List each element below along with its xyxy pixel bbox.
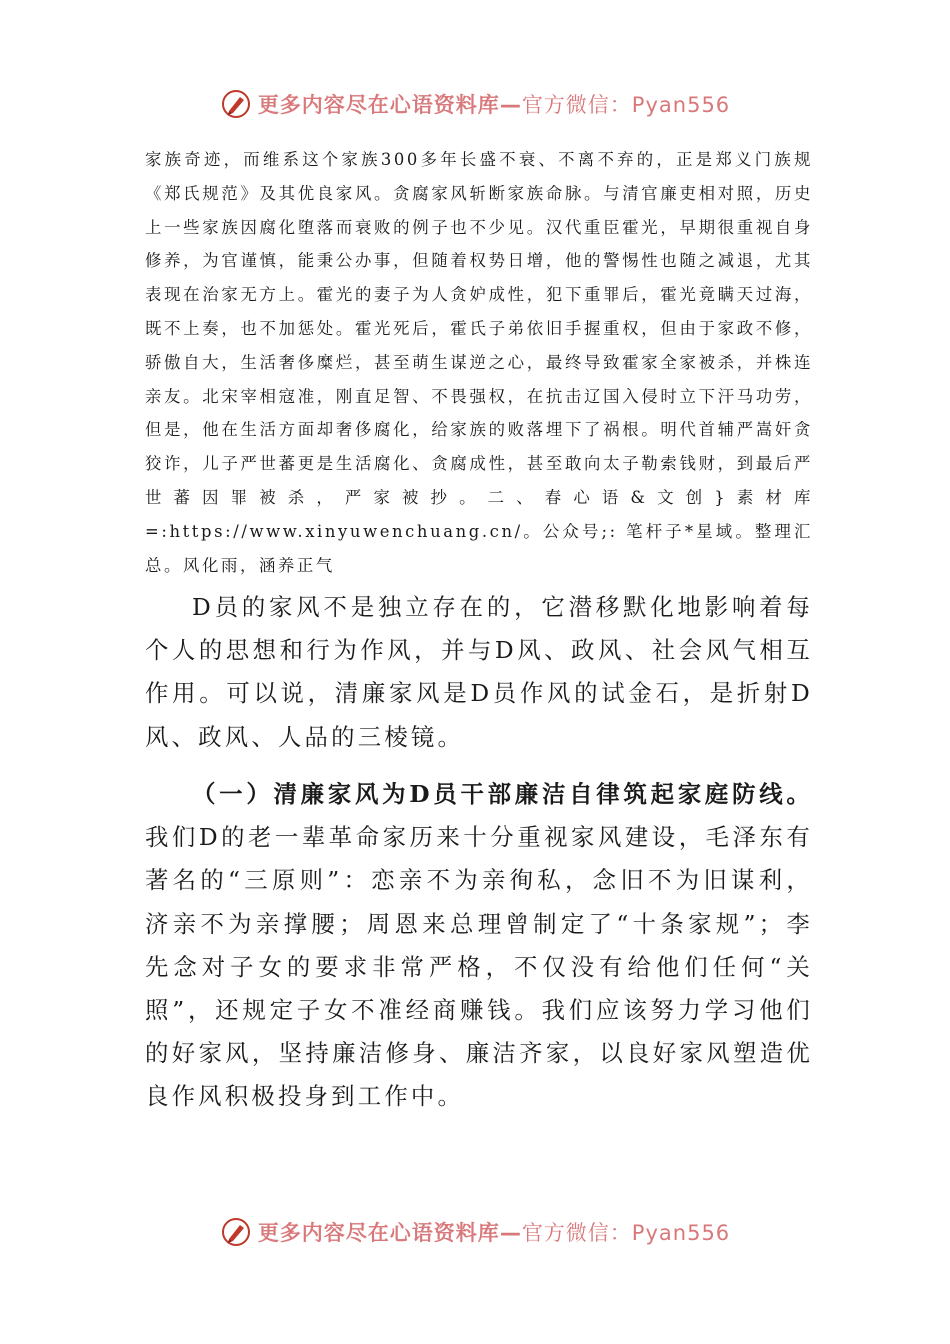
paragraph-2-heading: （一）清廉家风为D员干部廉洁自律筑起家庭防线。 bbox=[192, 780, 813, 808]
header-banner bbox=[0, 84, 950, 124]
footer-banner bbox=[0, 1212, 950, 1252]
paragraph-clean-family bbox=[145, 773, 813, 1119]
pen-logo-icon bbox=[220, 1216, 252, 1248]
small-paragraph-text: 家族奇迹，而维系这个家族300多年长盛不衰、不离不弃的，正是郑义门族规《郑氏规范》及其优良家风。贪腐家风斩断家族命脉。与清官廉吏相对照，历史上一些家族因腐化堕落而衰败的例子也不少见。汉代重臣霍光，早期很重视自身修养，为官谨慎，能秉公办事，但随着权势日增，他的警惕性也随之减退，尤其表现在治家无方上。霍光的妻子为人贪妒成性，犯下重罪后，霍光竟瞒天过海，既不上奏，也不加惩处。霍光死后，霍氏子弟依旧手握重权，但由于家政不修，骄傲自大，生活奢侈糜烂，甚至萌生谋逆之心，最终导致霍家全家被杀，并株连亲友。北宋宰相寇准，刚直足智、不畏强权，在抗击辽国入侵时立下汗马功劳，但是，他在生活方面却奢侈腐化，给家族的败落埋下了祸根。明代首辅严嵩奸贪狡诈，儿子严世蕃更是生活腐化、贪腐成性，甚至敢向太子勒索钱财，到最后严世蕃因罪被杀，严家被抄。二、春心语&文创}素材库=:https://www.xinyuwenchuang.cn/。公众号;: 笔杆子*星域。整理汇总。风化雨，涵养正气 bbox=[145, 150, 813, 575]
paragraph-2 bbox=[145, 773, 813, 1119]
continued-paragraph bbox=[145, 143, 813, 582]
paragraph-family-style bbox=[145, 586, 813, 759]
paragraph-1-text: D员的家风不是独立存在的，它潜移默化地影响着每个人的思想和行为作风，并与D风、政风、社会风气相互作用。可以说，清廉家风是D员作风的试金石，是折射D风、政风、人品的三棱镜。 bbox=[145, 593, 813, 751]
footer-banner-text: 更多内容尽在心语资料库—官方微信：Pyan556 bbox=[257, 1221, 731, 1245]
paragraph-2-body: 我们D的老一辈革命家历来十分重视家风建设，毛泽东有著名的“三原则”：恋亲不为亲徇私，念旧不为旧谋利，济亲不为亲撑腰；周恩来总理曾制定了“十条家规”；李先念对子女的要求非常严格，不仅没有给他们任何“关照”，还规定子女不准经商赚钱。我们应该努力学习他们的好家风，坚持廉洁修身、廉洁齐家，以良好家风塑造优良作风积极投身到工作中。 bbox=[145, 823, 813, 1111]
pen-logo-icon bbox=[220, 88, 252, 120]
header-banner-text: 更多内容尽在心语资料库—官方微信：Pyan556 bbox=[257, 93, 731, 117]
